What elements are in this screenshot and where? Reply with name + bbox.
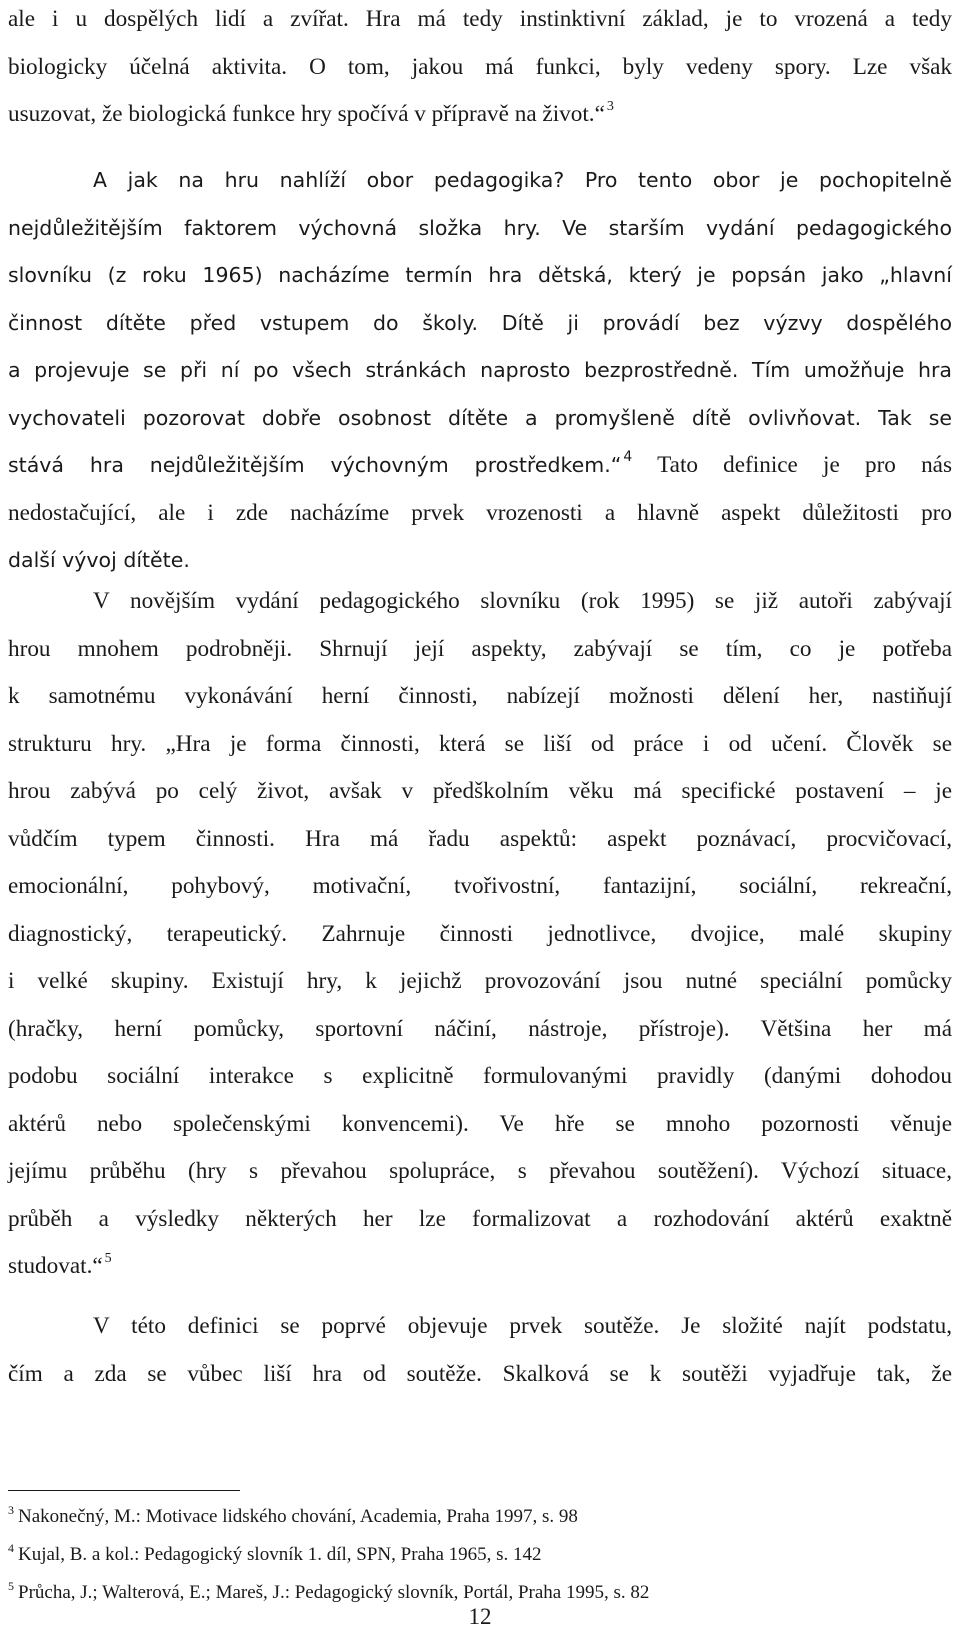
footnote-text: Nakonečný, M.: Motivace lidského chování, Academia, Praha 1997, s. 98 [18, 1506, 578, 1527]
text-line: k samotnému vykonávání herní činnosti, nabízejí možnosti dělení her, nastiňují [8, 683, 952, 709]
footnote-text: Průcha, J.; Walterová, E.; Mareš, J.: Pedagogický slovník, Portál, Praha 1995, s. 82 [18, 1582, 650, 1603]
footnote-number: 4 [8, 1541, 14, 1555]
text-line [8, 442, 952, 490]
footnote-number: 5 [8, 1579, 14, 1593]
text-line: podobu sociální interakce s explicitně formulovanými pravidly (danými dohodou [8, 1063, 952, 1089]
footnotes [8, 1498, 908, 1612]
text-line: další vývoj dítěte. [8, 548, 190, 572]
text-line-content: stává hra nejdůležitějším výchovným prostředkem.“ [8, 453, 622, 477]
footnote-text: Kujal, B. a kol.: Pedagogický slovník 1. díl, SPN, Praha 1965, s. 142 [18, 1544, 542, 1565]
paragraph-continuation [8, 0, 952, 139]
text-line: A jak na hru nahlíží obor pedagogika? Pro tento obor je pochopitelně [93, 168, 952, 192]
text-line: ale i u dospělých lidí a zvířat. Hra má tedy instinktivní základ, je to vrozená a tedy [8, 6, 952, 32]
text-line-content: Tato definice je pro nás [632, 452, 952, 478]
text-line: emocionální, pohybový, motivační, tvořivostní, fantazijní, sociální, rekreační, [8, 873, 952, 899]
footnote-reference: 3 [606, 99, 614, 114]
text-line: diagnostický, terapeutický. Zahrnuje činnosti jednotlivce, dvojice, malé skupiny [8, 920, 952, 947]
text-line-content: usuzovat, že biologická funkce hry spočívá v přípravě na život.“ [8, 101, 605, 127]
footnote [8, 1498, 908, 1536]
footnote-reference: 5 [104, 1251, 112, 1266]
paragraph-pedagogy [8, 157, 952, 585]
text-line: (hračky, herní pomůcky, sportovní náčiní, nástroje, přístroje). Většina her má [8, 1015, 952, 1042]
paragraph-dictionary-1995 [8, 578, 952, 1291]
text-line [8, 1243, 952, 1291]
text-line: strukturu hry. „Hra je forma činnosti, která se liší od práce i od učení. Člověk se [8, 730, 952, 757]
text-line [8, 91, 952, 139]
footnote-reference: 4 [623, 449, 633, 465]
text-line: V této definici se poprvé objevuje prvek soutěže. Je složité najít podstatu, [93, 1313, 952, 1339]
paragraph-competition [8, 1303, 952, 1398]
text-line: čím a zda se vůbec liší hra od soutěže. Skalková se k soutěži vyjadřuje tak, že [8, 1360, 952, 1387]
text-line: V novějším vydání pedagogického slovníku (rok 1995) se již autoři zabývají [93, 588, 952, 614]
text-line: vychovateli pozorovat dobře osobnost dítěte a promyšleně dítě ovlivňovat. Tak se [8, 405, 952, 430]
footnote [8, 1536, 908, 1574]
text-line: hrou mnohem podrobněji. Shrnují její aspekty, zabývají se tím, co je potřeba [8, 635, 952, 662]
text-line: průběh a výsledky některých her lze formalizovat a rozhodování aktérů exaktně [8, 1205, 952, 1232]
text-line: biologicky účelná aktivita. O tom, jakou má funkci, byly vedeny spory. Lze však [8, 53, 952, 80]
text-line: jejímu průběhu (hry s převahou spolupráce, s převahou soutěžení). Výchozí situace, [8, 1158, 952, 1184]
footnote-number: 3 [8, 1503, 14, 1517]
text-line: slovníku (z roku 1965) nacházíme termín hra dětská, který je popsán jako „hlavní [8, 263, 952, 287]
text-line: nedostačující, ale i zde nacházíme prvek vrozenosti a hlavně aspekt důležitosti pro [8, 499, 952, 526]
text-line: a projevuje se při ní po všech stránkách naprosto bezprostředně. Tím umožňuje hra [8, 358, 952, 382]
text-line: aktérů nebo společenskými konvencemi). Ve hře se mnoho pozornosti věnuje [8, 1110, 952, 1137]
text-line-content: studovat.“ [8, 1253, 103, 1279]
text-line: nejdůležitějším faktorem výchovná složka hry. Ve starším vydání pedagogického [8, 215, 952, 240]
text-line: vůdčím typem činnosti. Hra má řadu aspektů: aspekt poznávací, procvičovací, [8, 825, 952, 852]
page-number: 12 [468, 1604, 492, 1629]
text-line: činnost dítěte před vstupem do školy. Dítě ji provádí bez výzvy dospělého [8, 310, 952, 335]
text-line: i velké skupiny. Existují hry, k jejichž provozování jsou nutné speciální pomůcky [8, 968, 952, 994]
footnote-separator [8, 1490, 240, 1491]
text-line: hrou zabývá po celý život, avšak v předškolním věku má specifické postavení – je [8, 778, 952, 804]
